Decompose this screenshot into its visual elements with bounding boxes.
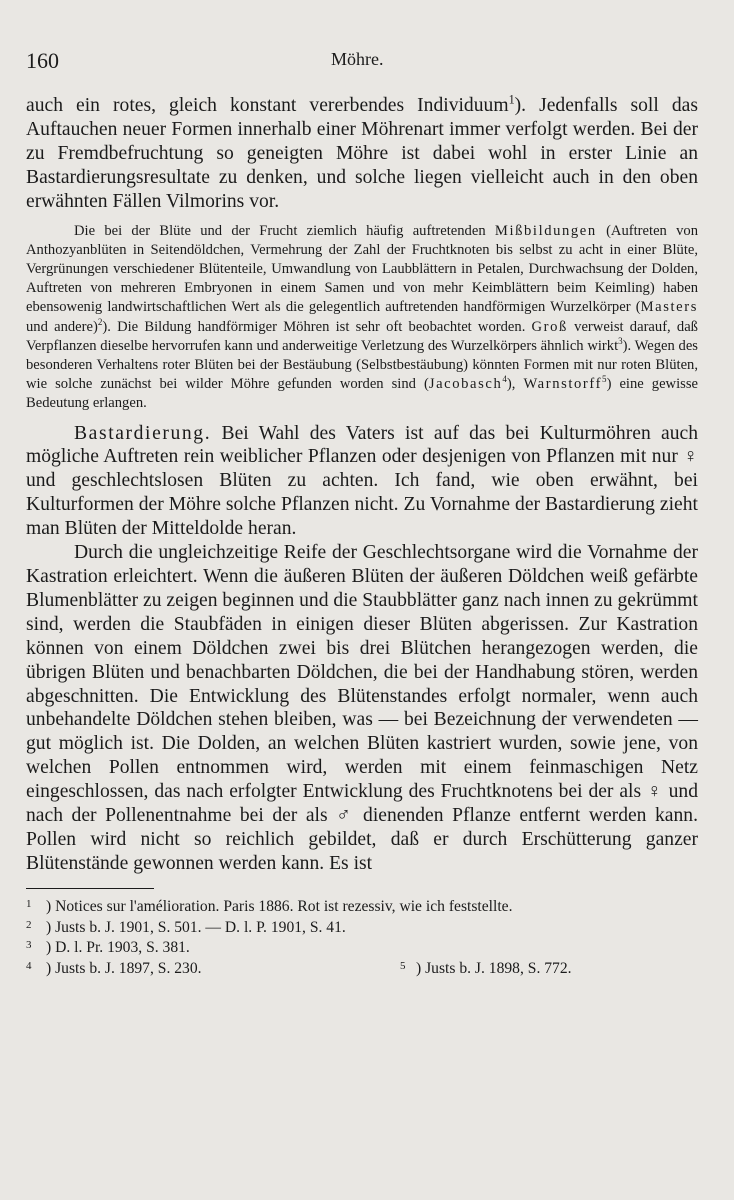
small-text-2: (Auftreten von Anthozyanblüten in Seitendöldchen, Vermehrung der Zahl der Fruchtknoten bis selbst zu acht in einer Blüte, Vergrünungen verschiedener Blütenteile, Umwandlung von Laubblättern in Petalen, Durchwachsung der Dolden, Auftreten von mehreren Embryonen in einem Samen und von mehr Keimblättern beim Keimling) haben ebensowenig landwirtschaftlichen Wert als die gelegentlich auftretenden handförmigen Wurzelkörper ( [26, 222, 698, 316]
footnote-text: ) Notices sur l'amélioration. Paris 1886. Rot ist rezessiv, wie ich feststellte. [46, 897, 513, 915]
small-text-1: Die bei der Blüte und der Frucht ziemlich häufig auftretenden [74, 222, 495, 239]
footnote-text: ) Justs b. J. 1898, S. 772. [416, 960, 572, 978]
small-print-paragraph [26, 222, 698, 414]
page-content [26, 94, 698, 980]
small-text-3: und andere) [26, 318, 98, 335]
footnote-ref-3: 3 [618, 335, 623, 346]
footnote-divider [26, 888, 154, 889]
author-masters: Masters [640, 299, 698, 316]
small-text-5: verweist darauf, daß Verpflanzen dieselbe hervorrufen kann und anderweitige Verletzung des Wurzelkörpers ähnlich wirkt [26, 318, 698, 354]
paragraph-1 [26, 94, 698, 214]
page-header [26, 48, 698, 78]
author-gross: Groß [531, 318, 568, 335]
term-missbildungen: Mißbildungen [494, 222, 597, 239]
footnote-1 [26, 897, 698, 918]
small-text-6: ). Wegen des besonderen Verhaltens roter Blüten bei der Bestäubung (Selbstbestäubung) könnten Formen mit nur roten Blüten, wie solche zunächst bei wilder Möhre gefunden worden sind ( [26, 337, 698, 393]
paragraph-1-text-a: auch ein rotes, gleich konstant vererbendes Individuum [26, 95, 509, 116]
footnotes [26, 897, 698, 980]
footnote-3 [26, 938, 698, 959]
footnote-ref-1: 1 [508, 92, 515, 107]
footnote-text: ) Justs b. J. 1901, S. 501. — D. l. P. 1901, S. 41. [46, 918, 346, 936]
paragraph-bastardierung [26, 422, 698, 542]
small-text-7: ), [506, 376, 524, 393]
section-heading-bastardierung: Bastardierung. [74, 422, 212, 444]
footnote-mark: 3 [26, 939, 32, 952]
footnote-ref-4: 4 [502, 374, 507, 385]
footnote-2 [26, 918, 698, 939]
author-warnstorff: Warnstorff [523, 376, 603, 393]
footnote-mark: 5 [400, 960, 406, 973]
small-text-8: ) eine gewisse Bedeutung erlangen. [26, 376, 698, 412]
footnote-ref-5: 5 [602, 374, 607, 385]
footnote-text: ) Justs b. J. 1897, S. 230. [46, 960, 202, 978]
paragraph-1-text-b: ). Jedenfalls soll das Auftauchen neuer Formen innerhalb einer Möhrenart immer verfolgt werden. Bei der zu Fremdbefruchtung so geneigten Möhre ist dabei wohl in erster Linie an Bastardierungsresultate zu denken, und solche liegen vielleicht auch in den oben erwähnten Fällen Vilmorins vor. [26, 95, 698, 212]
footnote-text: ) D. l. Pr. 1903, S. 381. [46, 939, 190, 957]
footnote-4 [26, 959, 698, 980]
footnote-5 [400, 959, 572, 980]
paragraph-bastardierung-text: Bei Wahl des Vaters ist auf das bei Kulturmöhren auch mögliche Auftreten rein weiblicher Pflanzen oder desjenigen von Pflanzen mit nur ♀ und geschlechtslosen Blüten zu achten. Ich fand, wie oben erwähnt, bei Kulturformen der Möhre solche Pflanzen nicht. Zu Vornahme der Bastardierung zieht man Blüten der Mitteldolde heran. [26, 422, 698, 540]
footnote-mark: 2 [26, 918, 32, 931]
running-title: Möhre. [331, 49, 384, 69]
footnote-mark: 4 [26, 960, 32, 973]
author-jacobasch: Jacobasch [428, 376, 503, 393]
footnote-ref-2: 2 [97, 316, 103, 327]
footnote-mark: 1 [26, 897, 32, 910]
page-number: 160 [26, 48, 59, 73]
small-text-4: ). Die Bildung handförmiger Möhren ist sehr oft beobachtet worden. [102, 318, 532, 335]
paragraph-kastration: Durch die ungleichzeitige Reife der Geschlechtsorgane wird die Vornahme der Kastration erleichtert. Wenn die äußeren Blüten der äußeren Döldchen weiß gefärbte Blumenblätter zu zeigen beginnen und die Staubblätter ganz nach innen zu gekrümmt sind, werden die Staubfäden in einigen dieser Blüten abgerissen. Zur Kastration können von einem Döldchen zwei bis drei Blütchen herangezogen werden, die übrigen Blüten und benachbarten Döldchen, die bei der Handhabung stören, werden abgeschnitten. Die Entwicklung des Blütenstandes erfolgt normaler, wenn auch unbehandelte Döldchen stehen bleiben, was — bei Bezeichnung der verwendeten — gut möglich ist. Die Dolden, an welchen Blüten kastriert wurden, sowie jene, von welchen Pollen entnommen wird, werden mit einem feinmaschigen Netz eingeschlossen, das nach erfolgter Entwicklung des Fruchtknotens bei der als ♀ und nach der Pollenentnahme bei der als ♂ dienenden Pflanze entfernt werden kann. Pollen wird nicht so reichlich gebildet, daß er durch Erschütterung ganzer Blütenstände gewonnen werden kann. Es ist [26, 542, 698, 874]
